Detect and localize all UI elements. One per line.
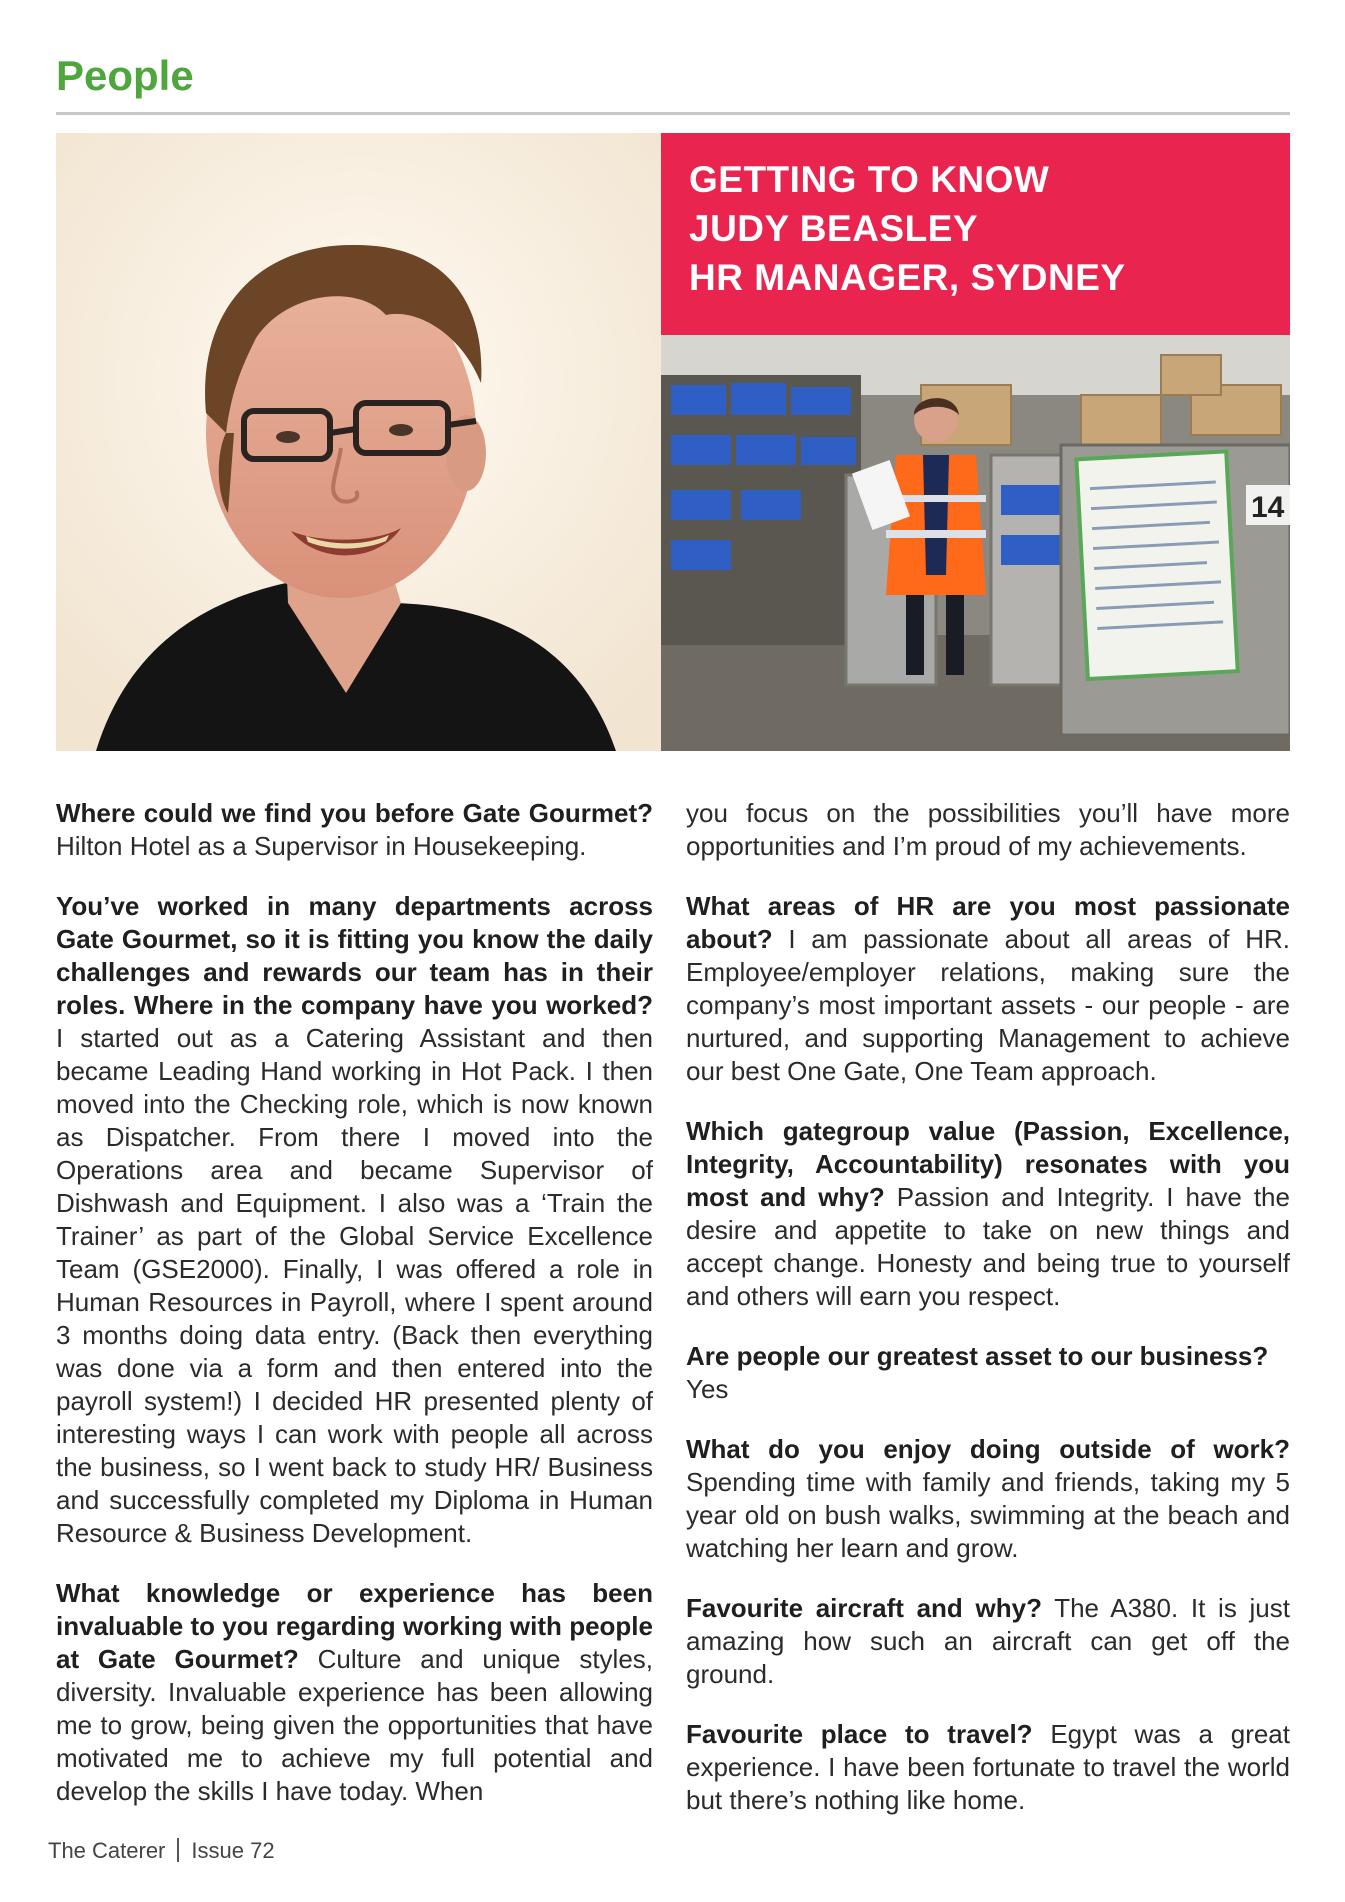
answer: Yes — [686, 1374, 729, 1404]
question: What areas of HR are you most passionate about? — [686, 891, 1290, 954]
headline-line-3: HR MANAGER, SYDNEY — [689, 257, 1126, 298]
qa-item — [56, 797, 653, 863]
question: What knowledge or experience has been invaluable to you regarding working with people at Gate Gourmet? — [56, 1578, 653, 1674]
question: Are people our greatest asset to our business? — [686, 1341, 1269, 1371]
answer: The A380. It is just amazing how such an aircraft can get off the ground. — [686, 1593, 1290, 1689]
header-divider — [56, 112, 1290, 115]
question: Which gategroup value (Passion, Excellence, Integrity, Accountability) resonates with you most and why? — [686, 1116, 1290, 1212]
answer: I am passionate about all areas of HR. Employee/employer relations, making sure the company’s most important assets - our people - are nurtured, and supporting Management to achieve our best One Gate, One Team approach. — [686, 924, 1290, 1086]
qa-item — [686, 1340, 1290, 1406]
portrait-photo — [56, 133, 661, 751]
answer: I started out as a Catering Assistant and then became Leading Hand working in Hot Pack. I then moved into the Checking role, which is now known as Dispatcher. From there I moved into the Operations area and became Supervisor of Dishwash and Equipment. I also was a ‘Train the Trainer’ as part of the Global Service Excellence Team (GSE2000). Finally, I was offered a role in Human Resources in Payroll, where I spent around 3 months doing data entry. (Back then everything was done via a form and then entered into the payroll system!) I decided HR presented plenty of interesting ways I can work with people all across the business, so I went back to study HR/ Business and successfully completed my Diploma in Human Resource & Business Development. — [56, 1023, 653, 1548]
question: You’ve worked in many departments across Gate Gourmet, so it is fitting you know the daily challenges and rewards our team has in their roles. Where in the company have you worked? — [56, 891, 653, 1020]
qa-item — [686, 1433, 1290, 1565]
publication-name: The Caterer — [48, 1838, 166, 1863]
footer-divider — [177, 1838, 179, 1862]
qa-item — [686, 890, 1290, 1088]
presentation-photo — [661, 335, 1290, 751]
qa-item — [686, 797, 1290, 863]
qa-item — [56, 1577, 653, 1808]
qa-item — [686, 1592, 1290, 1691]
qa-item — [56, 890, 653, 1550]
headline-line-2: JUDY BEASLEY — [689, 208, 979, 249]
headline-box — [661, 133, 1290, 335]
presentation-illustration — [661, 335, 1290, 751]
answer: Egypt was a great experience. I have been fortunate to travel the world but there’s nothing like home. — [686, 1719, 1290, 1815]
section-title: People — [56, 52, 194, 99]
answer: Culture and unique styles, diversity. Invaluable experience has been allowing me to grow, being given the opportunities that have motivated me to achieve my full potential and develop the skills I have today. When — [56, 1644, 654, 1806]
answer: Spending time with family and friends, taking my 5 year old on bush walks, swimming at the beach and watching her learn and grow. — [686, 1467, 1290, 1563]
qa-item — [686, 1718, 1290, 1817]
answer: Passion and Integrity. I have the desire and appetite to take on new things and accept change. Honesty and being true to yourself and others will earn you respect. — [686, 1182, 1290, 1311]
page-footer — [48, 1838, 275, 1864]
question: Where could we find you before Gate Gourmet? — [56, 798, 653, 828]
question: Favourite aircraft and why? — [686, 1593, 1042, 1623]
question: What do you enjoy doing outside of work? — [686, 1434, 1290, 1464]
issue-number: Issue 72 — [191, 1838, 275, 1863]
poster-number: 14 — [1251, 491, 1285, 524]
portrait-illustration — [56, 133, 661, 751]
qa-item — [686, 1115, 1290, 1313]
article-right-column — [686, 797, 1290, 1844]
answer: Hilton Hotel as a Supervisor in Housekeeping. — [56, 831, 587, 861]
question: Favourite place to travel? — [686, 1719, 1033, 1749]
headline-line-1: GETTING TO KNOW — [689, 159, 1050, 200]
article-left-column — [56, 797, 653, 1835]
answer-continued: you focus on the possibilities you’ll have more opportunities and I’m proud of my achievements. — [686, 798, 1290, 861]
